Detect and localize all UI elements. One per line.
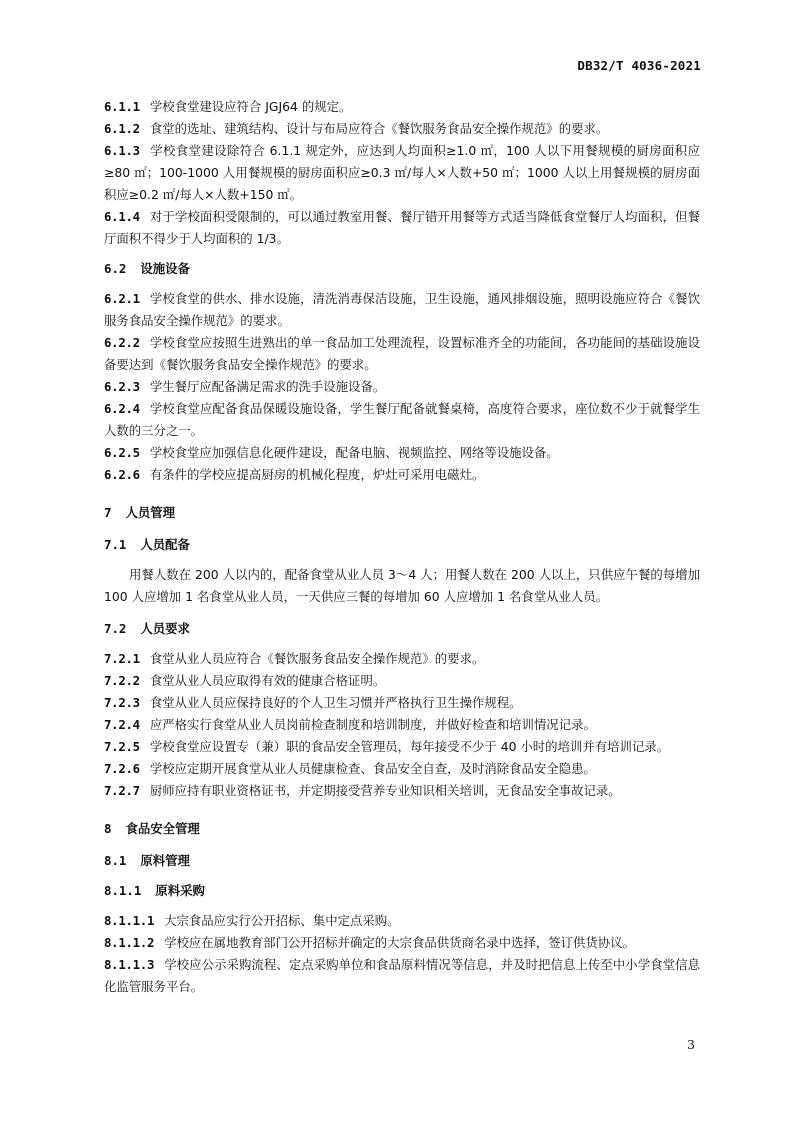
section-6-2-heading [104,258,700,280]
clause-6-1-4 [104,206,700,250]
clause-6-2-2 [104,332,700,376]
clause-8-1-1-3 [104,954,700,998]
section-number: 8.1 [104,853,127,868]
section-number: 6.2 [104,261,127,276]
clause-number: 6.1.1 [104,99,140,114]
section-number: 8.1.1 [104,883,142,898]
clause-number: 6.1.3 [104,143,140,158]
clause-text: 学校食堂应设置专（兼）职的食品安全管理员，每年接受不少于 40 小时的培训并有培训记录。 [149,739,670,754]
clause-text: 学校应在属地教育部门公开招标并确定的大宗食品供货商名录中选择，签订供货协议。 [164,935,635,950]
clause-6-1-1 [104,96,700,118]
clause-text: 食堂从业人员应保持良好的个人卫生习惯并严格执行卫生操作规程。 [149,695,522,710]
clause-number: 8.1.1.2 [104,935,155,950]
clause-text: 食堂从业人员应取得有效的健康合格证明。 [149,673,386,688]
clause-number: 7.2.3 [104,695,140,710]
clause-text: 学生餐厅应配备满足需求的洗手设施设备。 [149,379,386,394]
section-7-2-heading [104,618,700,640]
page-number: 3 [687,1037,695,1052]
chapter-title: 人员管理 [125,505,176,520]
section-title: 原料管理 [140,853,190,868]
chapter-7-heading [104,502,700,524]
clause-6-2-6 [104,464,700,486]
clause-text: 有条件的学校应提高厨房的机械化程度，炉灶可采用电磁灶。 [149,467,485,482]
clause-text: 食堂从业人员应符合《餐饮服务食品安全操作规范》的要求。 [149,651,485,666]
clause-number: 7.2.1 [104,651,140,666]
section-7-1-paragraph: 用餐人数在 200 人以内的，配备食堂从业人员 3～4 人；用餐人数在 200 人以上，只供应午餐的每增加 100 人应增加 1 名食堂从业人员，一天供应三餐的每增加 60 人应增加 1 名食堂从业人员。 [104,567,700,604]
document-body [104,96,700,998]
clause-7-2-2 [104,670,700,692]
clause-number: 7.2.4 [104,717,140,732]
section-8-1-heading [104,850,700,872]
clause-6-2-1 [104,288,700,332]
clause-text: 应严格实行食堂从业人员岗前检查制度和培训制度，并做好检查和培训情况记录。 [149,717,596,732]
chapter-title: 食品安全管理 [125,821,200,836]
clause-text: 学校食堂应配备食品保暖设施设备，学生餐厅配备就餐桌椅，高度符合要求，座位数不少于就餐学生人数的三分之一。 [104,401,700,438]
clause-text: 学校应定期开展食堂从业人员健康检查、食品安全自查，及时消除食品安全隐患。 [149,761,596,776]
clause-number: 6.2.2 [104,335,140,350]
clause-number: 7.2.7 [104,783,140,798]
clause-7-2-6 [104,758,700,780]
chapter-number: 8 [104,821,112,836]
clause-7-2-4 [104,714,700,736]
clause-number: 6.2.1 [104,291,140,306]
clause-6-2-4 [104,398,700,442]
section-title: 人员要求 [140,621,190,636]
section-8-1-1-heading [104,880,700,902]
clause-7-2-5 [104,736,700,758]
clause-text: 对于学校面积受限制的，可以通过教室用餐、餐厅错开用餐等方式适当降低食堂餐厅人均面积，但餐厅面积不得少于人均面积的 1/3。 [104,209,700,246]
clause-text: 学校食堂应按照生进熟出的单一食品加工处理流程，设置标准齐全的功能间，各功能间的基础设施设备要达到《餐饮服务食品安全操作规范》的要求。 [104,335,700,372]
clause-7-2-3 [104,692,700,714]
clause-6-2-5 [104,442,700,464]
section-title: 人员配备 [140,537,190,552]
clause-text: 学校食堂的供水、排水设施，清洗消毒保洁设施，卫生设施，通风排烟设施，照明设施应符合《餐饮服务食品安全操作规范》的要求。 [104,291,700,328]
clause-number: 6.2.5 [104,445,140,460]
clause-6-1-2 [104,118,700,140]
clause-6-2-3 [104,376,700,398]
clause-number: 8.1.1.3 [104,957,155,972]
section-number: 7.2 [104,621,127,636]
clause-number: 6.2.4 [104,401,140,416]
clause-text: 学校食堂建设除符合 6.1.1 规定外，应达到人均面积≥1.0 ㎡，100 人以下用餐规模的厨房面积应≥80 ㎡；100-1000 人用餐规模的厨房面积应≥0.3 ㎡/每人×人数+50 ㎡；1000 人以上用餐规模的厨房面积应≥0.2 ㎡/每人×人数+150 ㎡。 [104,143,700,202]
clause-number: 7.2.5 [104,739,140,754]
clause-number: 6.2.6 [104,467,140,482]
clause-number: 7.2.2 [104,673,140,688]
clause-number: 6.1.4 [104,209,140,224]
clause-8-1-1-1 [104,910,700,932]
section-title: 设施设备 [140,261,190,276]
chapter-8-heading [104,818,700,840]
clause-6-1-3 [104,140,700,206]
clause-8-1-1-2 [104,932,700,954]
document-code: DB32/T 4036-2021 [577,58,701,73]
section-number: 7.1 [104,537,127,552]
clause-text: 学校应公示采购流程、定点采购单位和食品原料情况等信息，并及时把信息上传至中小学食堂信息化监管服务平台。 [104,957,700,994]
clause-text: 学校食堂应加强信息化硬件建设，配备电脑、视频监控、网络等设施设备。 [149,445,559,460]
clause-7-2-1 [104,648,700,670]
chapter-number: 7 [104,505,112,520]
section-7-1-heading [104,534,700,556]
clause-number: 8.1.1.1 [104,913,155,928]
clause-text: 学校食堂建设应符合 JGJ64 的规定。 [149,99,352,114]
clause-text: 厨师应持有职业资格证书，并定期接受营养专业知识相关培训，无食品安全事故记录。 [149,783,621,798]
clause-number: 6.2.3 [104,379,140,394]
clause-number: 7.2.6 [104,761,140,776]
clause-text: 大宗食品应实行公开招标、集中定点采购。 [164,913,400,928]
clause-text: 食堂的选址、建筑结构、设计与布局应符合《餐饮服务食品安全操作规范》的要求。 [149,121,609,136]
clause-number: 6.1.2 [104,121,140,136]
clause-7-2-7 [104,780,700,802]
section-title: 原料采购 [155,883,205,898]
